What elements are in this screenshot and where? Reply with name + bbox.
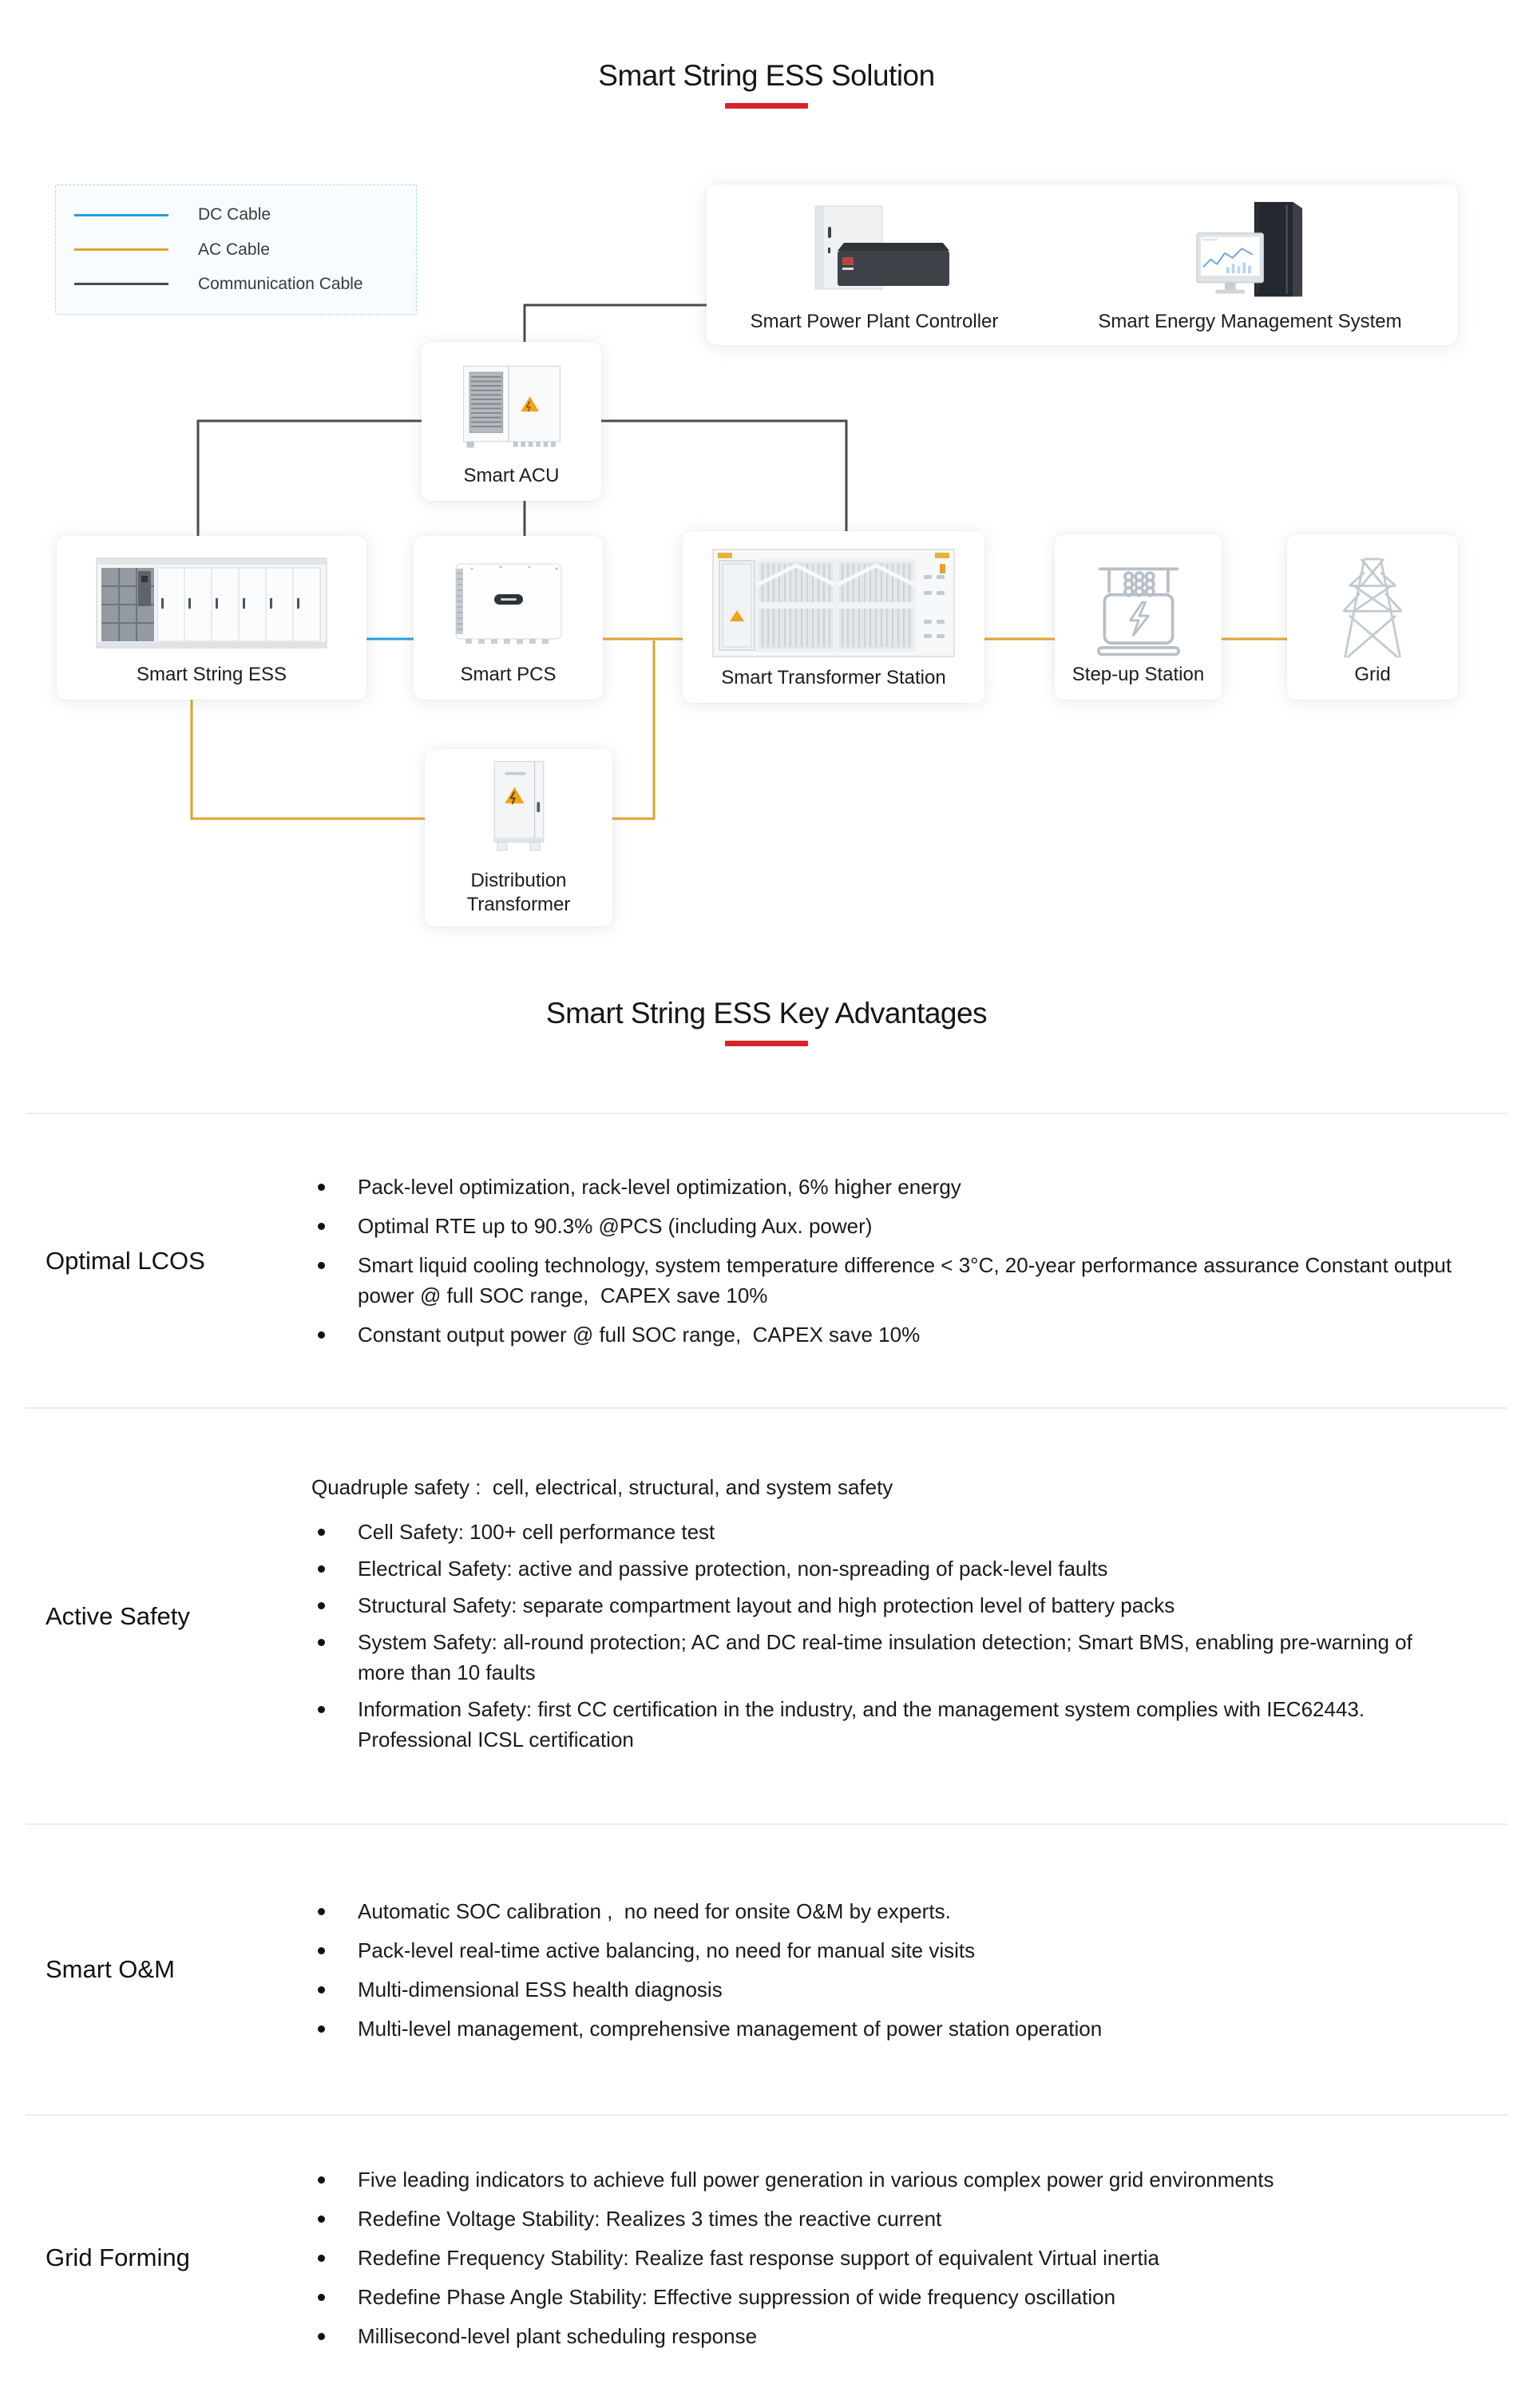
ac-cable-swatch: [74, 248, 168, 251]
bullet-item: [311, 2321, 1461, 2351]
cable-legend: [55, 184, 417, 315]
node-smart-string-ess: [57, 536, 366, 700]
bullet-text: Millisecond-level plant scheduling response: [358, 2323, 758, 2348]
bullet-dot: [318, 2294, 325, 2301]
bullet-dot: [318, 1184, 325, 1191]
bullet-text: Constant output power @ full SOC range, CAPEX save 10%: [358, 1323, 921, 1347]
bullet-item: [311, 1517, 1461, 1547]
bullet-item: [311, 1172, 1461, 1202]
bullet-text: Redefine Voltage Stability: Realizes 3 times the reactive current: [358, 2206, 942, 2231]
bullet-item: [311, 1553, 1461, 1584]
section-label: Optimal LCOS: [46, 1246, 205, 1275]
cable-lines: [0, 0, 1533, 926]
section-label: Active Safety: [46, 1601, 190, 1630]
bullet-item: [311, 1974, 1461, 2005]
node-smart-power-plant-controller: [707, 184, 1042, 345]
section-label: Smart O&M: [46, 1955, 175, 1983]
smart-pcs-label: Smart PCS: [460, 664, 557, 685]
section-smart-om: [26, 1823, 1507, 2114]
smart-acu-icon: [422, 342, 601, 464]
bullet-text: System Safety: all-round protection; AC and DC real-time insulation detection; Smart BMS, enabling pre-warning of more than 10 faults: [358, 1629, 1419, 1684]
solution-diagram: [0, 0, 1533, 926]
ems-label: Smart Energy Management System: [1098, 311, 1402, 332]
bullet-item: [311, 2282, 1461, 2312]
bullet-dot: [318, 2333, 325, 2340]
section-label: Grid Forming: [46, 2243, 190, 2271]
step-up-station-label: Step-up Station: [1072, 664, 1205, 685]
distribution-transformer-label-line2: Transformer: [466, 894, 571, 915]
bullet-dot: [318, 1908, 325, 1915]
bullet-text: Structural Safety: separate compartment layout and high protection level of battery packs: [358, 1593, 1175, 1617]
step-up-station-icon: [1055, 534, 1222, 663]
node-smart-acu: [422, 342, 601, 501]
energy-management-system-icon: [1042, 184, 1458, 310]
bullet-dot: [318, 2255, 325, 2262]
bullet-item: [311, 1319, 1461, 1350]
bullet-item: [311, 2243, 1461, 2273]
smart-acu-label: Smart ACU: [463, 465, 560, 486]
bullet-text: Optimal RTE up to 90.3% @PCS (including Aux. power): [358, 1214, 873, 1238]
node-distribution-transformer: [425, 749, 612, 926]
bullet-item: [311, 2204, 1461, 2234]
dc-cable-swatch: [74, 214, 168, 216]
bullet-text: Multi-dimensional ESS health diagnosis: [358, 1977, 723, 2001]
smart-string-ess-icon: [57, 536, 366, 663]
bullet-dot: [318, 1565, 325, 1573]
bullet-dot: [318, 1947, 325, 1954]
node-step-up-station: [1055, 534, 1222, 700]
bullet-dot: [318, 2025, 325, 2033]
bullet-item: [311, 1627, 1461, 1688]
bullet-text: Smart liquid cooling technology, system temperature difference < 3°C, 20-year performance assurance Constant output power @ full SOC range, CAPEX save 10%: [358, 1253, 1458, 1307]
distribution-transformer-label-line1: Distribution: [470, 870, 567, 891]
ac-cable-label: AC Cable: [198, 240, 270, 259]
bullet-dot: [318, 1986, 325, 1993]
power-plant-controller-icon: [707, 184, 1042, 310]
communication-cable-label: Communication Cable: [198, 274, 363, 293]
section-active-safety: [26, 1407, 1507, 1823]
legend-item-dc: [56, 205, 416, 224]
node-grid: [1287, 534, 1458, 700]
bullet-dot: [318, 1223, 325, 1230]
smart-transformer-station-label: Smart Transformer Station: [721, 667, 946, 688]
bullet-item: [311, 1896, 1461, 1926]
bullet-text: Redefine Phase Angle Stability: Effective suppression of wide frequency oscillation: [358, 2284, 1116, 2309]
dc-cable-label: DC Cable: [198, 205, 271, 224]
distribution-transformer-label: [467, 869, 571, 931]
smart-string-ess-label: Smart String ESS: [136, 664, 287, 685]
controller-label: Smart Power Plant Controller: [750, 311, 999, 332]
bullet-text: Redefine Frequency Stability: Realize fast response support of equivalent Virtual inertia: [358, 2245, 1159, 2270]
bullet-item: [311, 1250, 1461, 1311]
bullet-item: [311, 1211, 1461, 1241]
bullet-dot: [318, 1529, 325, 1536]
bullet-text: Information Safety: first CC certification in the industry, and the management system complies with IEC62443. Professional ICSL certification: [358, 1696, 1371, 1751]
quadruple-safety-intro: Quadruple safety : cell, electrical, structural, and system safety: [311, 1474, 893, 1499]
advantages-table: [26, 1113, 1507, 2399]
bullet-text: Pack-level optimization, rack-level optimization, 6% higher energy: [358, 1175, 961, 1199]
bullet-dot: [318, 2216, 325, 2223]
smart-transformer-station-icon: [683, 531, 984, 666]
bullet-text: Five leading indicators to achieve full power generation in various complex power grid environments: [358, 2167, 1274, 2192]
distribution-transformer-icon: [425, 749, 612, 869]
bullet-item: [311, 1694, 1461, 1755]
advantages-title: Smart String ESS Key Advantages: [545, 997, 988, 1029]
section-grid-forming: [26, 2114, 1507, 2399]
grid-label: Grid: [1354, 664, 1391, 685]
legend-item-ac: [56, 240, 416, 260]
bullet-text: Multi-level management, comprehensive management of power station operation: [358, 2016, 1103, 2041]
bullet-dot: [318, 1706, 325, 1713]
bullet-item: [311, 2013, 1461, 2044]
bullet-text: Electrical Safety: active and passive protection, non-spreading of pack-level faults: [358, 1556, 1108, 1581]
bullet-dot: [318, 1602, 325, 1609]
node-smart-pcs: [414, 536, 603, 700]
node-smart-transformer-station: [683, 531, 984, 703]
bullet-text: Pack-level real-time active balancing, no need for manual site visits: [358, 1938, 976, 1962]
bullet-text: Cell Safety: 100+ cell performance test: [358, 1519, 715, 1544]
bullet-dot: [318, 1262, 325, 1269]
bullet-dot: [318, 1331, 325, 1339]
bullet-item: [311, 1935, 1461, 1966]
communication-cable-swatch: [74, 283, 168, 285]
legend-item-comm: [56, 275, 416, 294]
bullet-dot: [318, 2176, 325, 2184]
advantages-title-underline: [725, 1041, 808, 1046]
bullet-item: [311, 1590, 1461, 1621]
solution-title: Smart String ESS Solution: [598, 59, 935, 92]
node-smart-energy-management-system: [1042, 184, 1458, 345]
bullet-text: Automatic SOC calibration , no need for onsite O&M by experts.: [358, 1898, 951, 1923]
bullet-item: [311, 2164, 1461, 2195]
smart-pcs-icon: [414, 536, 603, 663]
node-management-card: [707, 184, 1458, 345]
section-optimal-lcos: [26, 1113, 1507, 1407]
grid-tower-icon: [1287, 534, 1458, 663]
bullet-dot: [318, 1639, 325, 1646]
